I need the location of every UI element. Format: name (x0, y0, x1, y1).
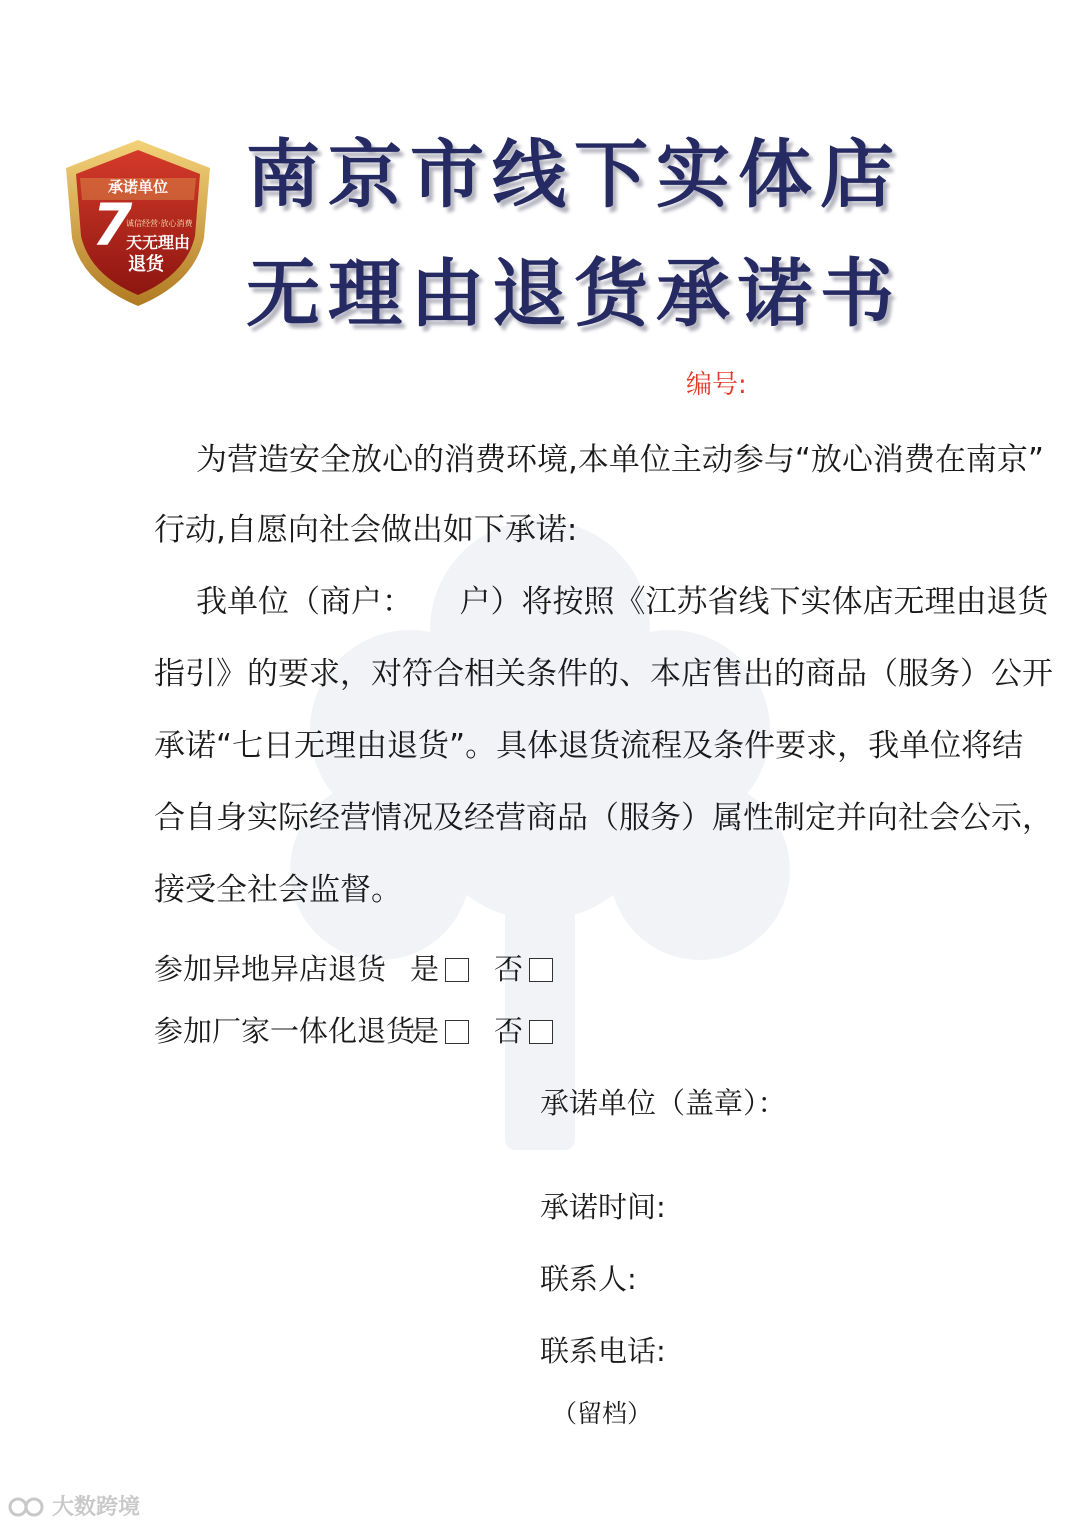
paragraph1-line2: 行动,自愿向社会做出如下承诺: (154, 512, 578, 548)
paragraph2-line5: 接受全社会监督。 (154, 872, 402, 908)
badge-number: 7 (92, 191, 133, 259)
page-title-line1: 南京市线下实体店 (246, 132, 902, 218)
no-checkbox[interactable] (529, 1020, 553, 1044)
archive-note: （留档） (552, 1399, 653, 1428)
badge-main-line2: 退货 (128, 254, 164, 275)
option-yes[interactable] (410, 952, 469, 986)
yes-checkbox[interactable] (445, 1020, 469, 1044)
watermark-text: 大数跨境 (52, 1495, 141, 1520)
paragraph2-line4: 合自身实际经营情况及经营商品（服务）属性制定并向社会公示， (154, 800, 1053, 836)
signature-contact-label: 联系人: (540, 1262, 637, 1296)
signature-phone-label: 联系电话: (540, 1334, 666, 1368)
serial-number-label: 编号: (686, 370, 747, 400)
page-title-line2: 无理由退货承诺书 (246, 251, 902, 337)
option-yes-label: 是 (410, 952, 440, 986)
option-yes-label: 是 (410, 1014, 440, 1048)
paragraph2-line3: 承诺“七日无理由退货”。具体退货流程及条件要求，我单位将结 (154, 728, 1024, 764)
option-no[interactable] (494, 952, 553, 986)
option-label: 参加异地异店退货 (154, 952, 387, 986)
watermark-logo-icon (8, 1495, 48, 1519)
badge-small-text: 诚信经营·放心消费 (126, 219, 193, 228)
badge-top-text: 承诺单位 (107, 178, 168, 196)
source-watermark (8, 1490, 140, 1521)
no-checkbox[interactable] (529, 958, 553, 982)
signature-unit-label: 承诺单位（盖章）： (540, 1086, 787, 1120)
option-no-label: 否 (494, 952, 524, 986)
commitment-badge-logo (62, 138, 214, 308)
option-yes[interactable] (410, 1014, 469, 1048)
yes-checkbox[interactable] (445, 958, 469, 982)
badge-main-line1: 天无理由 (126, 233, 191, 252)
paragraph1-line1: 为营造安全放心的消费环境,本单位主动参与“放心消费在南京” (196, 442, 1044, 478)
paragraph2-line2: 指引》的要求，对符合相关条件的、本店售出的商品（服务）公开 (154, 656, 1053, 692)
paragraph2-line1: 我单位（商户： 户）将按照《江苏省线下实体店无理由退货 (196, 584, 1049, 620)
option-no[interactable] (494, 1014, 553, 1048)
option-no-label: 否 (494, 1014, 524, 1048)
option-label: 参加厂家一体化退货 (154, 1014, 416, 1048)
signature-time-label: 承诺时间: (540, 1190, 666, 1224)
